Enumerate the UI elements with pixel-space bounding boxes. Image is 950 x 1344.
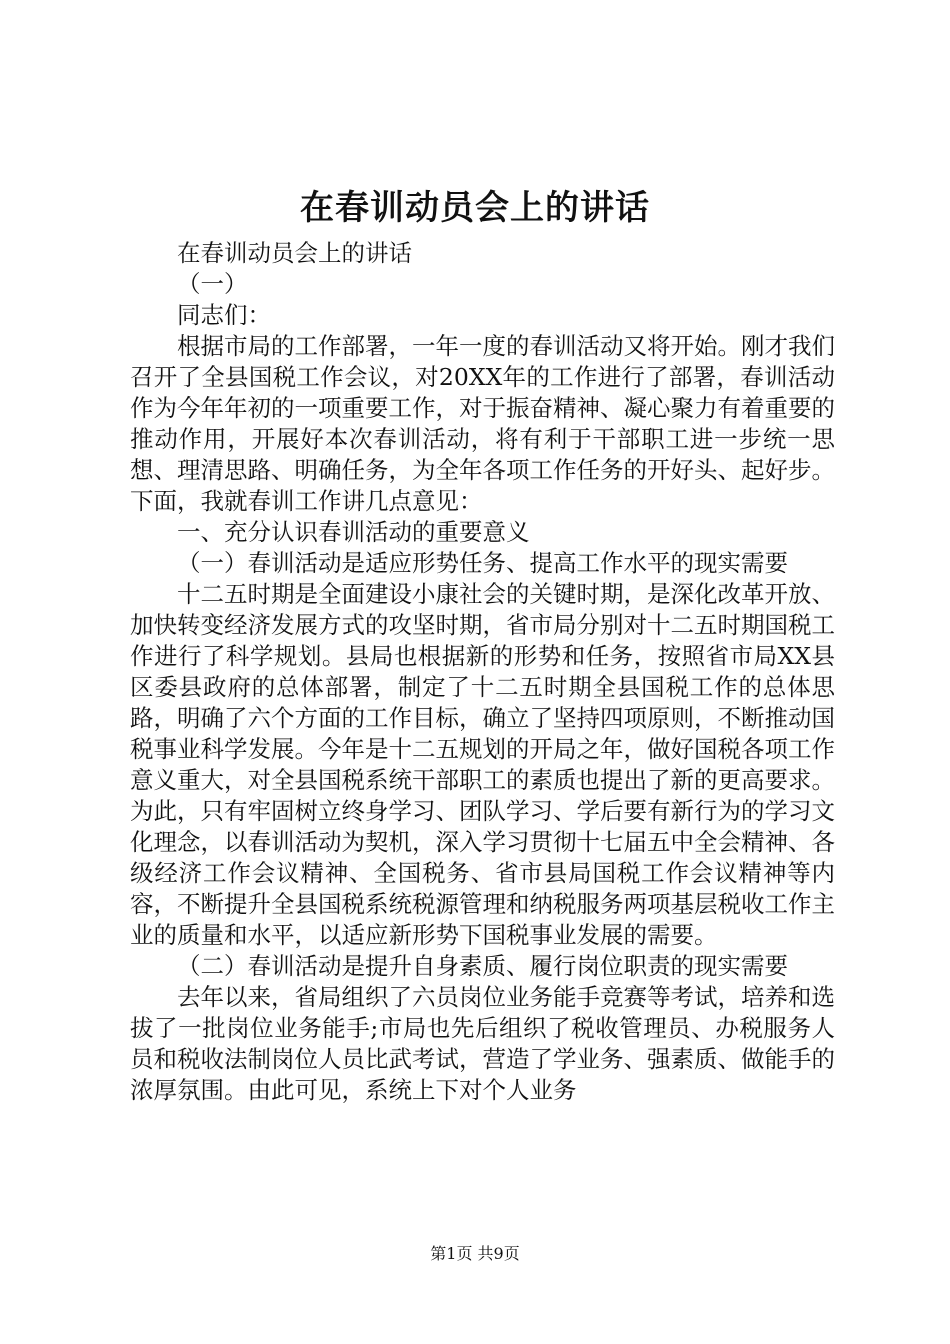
paragraph-body-2: 去年以来，省局组织了六员岗位业务能手竞赛等考试，培养和选拔了一批岗位业务能手;市局也先后组织了税收管理员、办税服务人员和税收法制岗位人员比武考试，营造了学业务、强素质、做能手的浓厚氛围。由此可见，系统上下对个人业务 bbox=[130, 983, 835, 1104]
document-body bbox=[130, 238, 835, 1106]
paragraph-body-1: 十二五时期是全面建设小康社会的关键时期，是深化改革开放、加快转变经济发展方式的攻坚时期，省市局分别对十二五时期国税工作进行了科学规划。县局也根据新的形势和任务，按照省市局XX县区委县政府的总体部署，制定了十二五时期全县国税工作的总体思路，明确了六个方面的工作目标，确立了坚持四项原则，不断推动国税事业科学发展。今年是十二五规划的开局之年，做好国税各项工作意义重大，对全县国税系统干部职工的素质也提出了新的更高要求。为此，只有牢固树立终身学习、团队学习、学后要有新行为的学习文化理念，以春训活动为契机，深入学习贯彻十七届五中全会精神、各级经济工作会议精神、全国税务、省市县局国税工作会议精神等内容，不断提升全县国税系统税源管理和纳税服务两项基层税收工作主业的质量和水平，以适应新形势下国税事业发展的需要。 bbox=[130, 580, 835, 949]
paragraph-subtitle: 在春训动员会上的讲话 bbox=[177, 239, 412, 267]
paragraph-salutation: 同志们： bbox=[177, 301, 271, 329]
heading-subsection-2: （二）春训活动是提升自身素质、履行岗位职责的现实需要 bbox=[177, 952, 788, 980]
heading-subsection-1: （一）春训活动是适应形势任务、提高工作水平的现实需要 bbox=[177, 549, 788, 577]
paragraph-section-number: （一） bbox=[177, 270, 248, 298]
document-title: 在春训动员会上的讲话 bbox=[300, 188, 650, 228]
page-footer: 第1页 共9页 bbox=[430, 1244, 520, 1263]
heading-section-1: 一、充分认识春训活动的重要意义 bbox=[177, 518, 530, 546]
paragraph-intro: 根据市局的工作部署，一年一度的春训活动又将开始。刚才我们召开了全县国税工作会议，对20XX年的工作进行了部署，春训活动作为今年年初的一项重要工作，对于振奋精神、凝心聚力有着重要的推动作用，开展好本次春训活动，将有利于干部职工进一步统一思想、理清思路、明确任务，为全年各项工作任务的开好头、起好步。下面，我就春训工作讲几点意见： bbox=[130, 332, 835, 515]
